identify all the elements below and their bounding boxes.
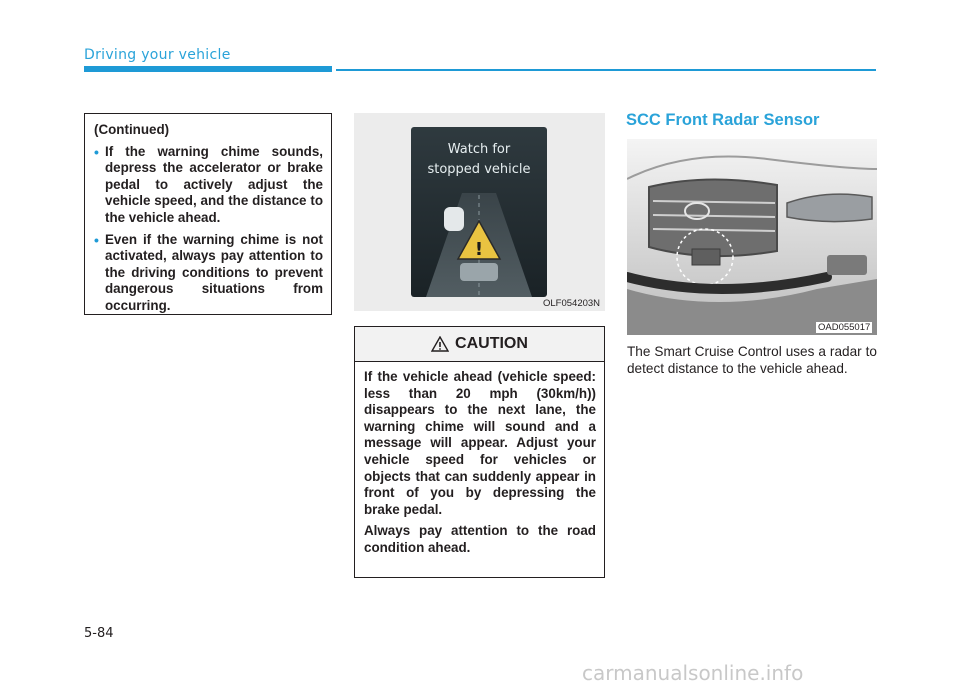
running-header-title: Driving your vehicle	[84, 47, 231, 63]
page-number: 5-84	[84, 626, 114, 641]
car-ahead-icon	[444, 207, 464, 231]
caution-paragraph-2: Always pay attention to the road condition ahead.	[364, 523, 596, 555]
car-front-illustration	[627, 139, 877, 335]
display-line-2: stopped vehicle	[427, 162, 531, 177]
fog-lamp	[827, 255, 867, 275]
bullet-text: Even if the warning chime is not activated, always pay attention to the driving conditions to prevent dangerous situations from occurring.	[105, 231, 323, 313]
list-item	[94, 232, 323, 315]
front-grille	[649, 179, 777, 256]
warning-bullet-list	[94, 144, 323, 315]
caution-title: CAUTION	[455, 335, 528, 352]
caution-header	[355, 327, 604, 362]
caution-box	[354, 326, 605, 578]
bullet-dot-icon: •	[94, 231, 99, 248]
section-title: SCC Front Radar Sensor	[626, 111, 820, 129]
list-item	[94, 144, 323, 227]
section-body-text: The Smart Cruise Control uses a radar to detect distance to the vehicle ahead.	[627, 344, 877, 376]
figure-code: OAD055017	[818, 322, 871, 333]
cluster-warning-figure	[354, 113, 605, 311]
caution-body	[355, 362, 604, 557]
continued-label: (Continued)	[94, 122, 170, 137]
display-line-1: Watch for	[447, 142, 511, 157]
svg-text:!: !	[474, 239, 484, 260]
bullet-text: If the warning chime sounds, depress the accelerator or brake pedal to actively adjust the vehicle speed, and the distance to the vehicle ahead.	[105, 143, 323, 225]
cluster-display-illustration	[354, 113, 605, 311]
figure-code: OLF054203N	[543, 298, 601, 309]
own-car-icon	[460, 263, 498, 281]
continued-warning-box	[84, 113, 332, 315]
header-rule-thin	[336, 69, 876, 71]
caution-paragraph-1: If the vehicle ahead (vehicle speed: less than 20 mph (30km/h)) disappears to the next lane, the warning chime will sound and a message will appear. Adjust your vehicle speed for vehicles or objects that can suddenly appear in front of you by depressing the brake pedal.	[364, 369, 596, 517]
radar-sensor-figure	[627, 139, 877, 335]
header-rule-thick	[84, 66, 332, 72]
bullet-dot-icon: •	[94, 143, 99, 160]
site-watermark: carmanualsonline.info	[582, 661, 804, 685]
radar-sensor	[692, 249, 720, 265]
caution-triangle-icon	[431, 336, 449, 352]
